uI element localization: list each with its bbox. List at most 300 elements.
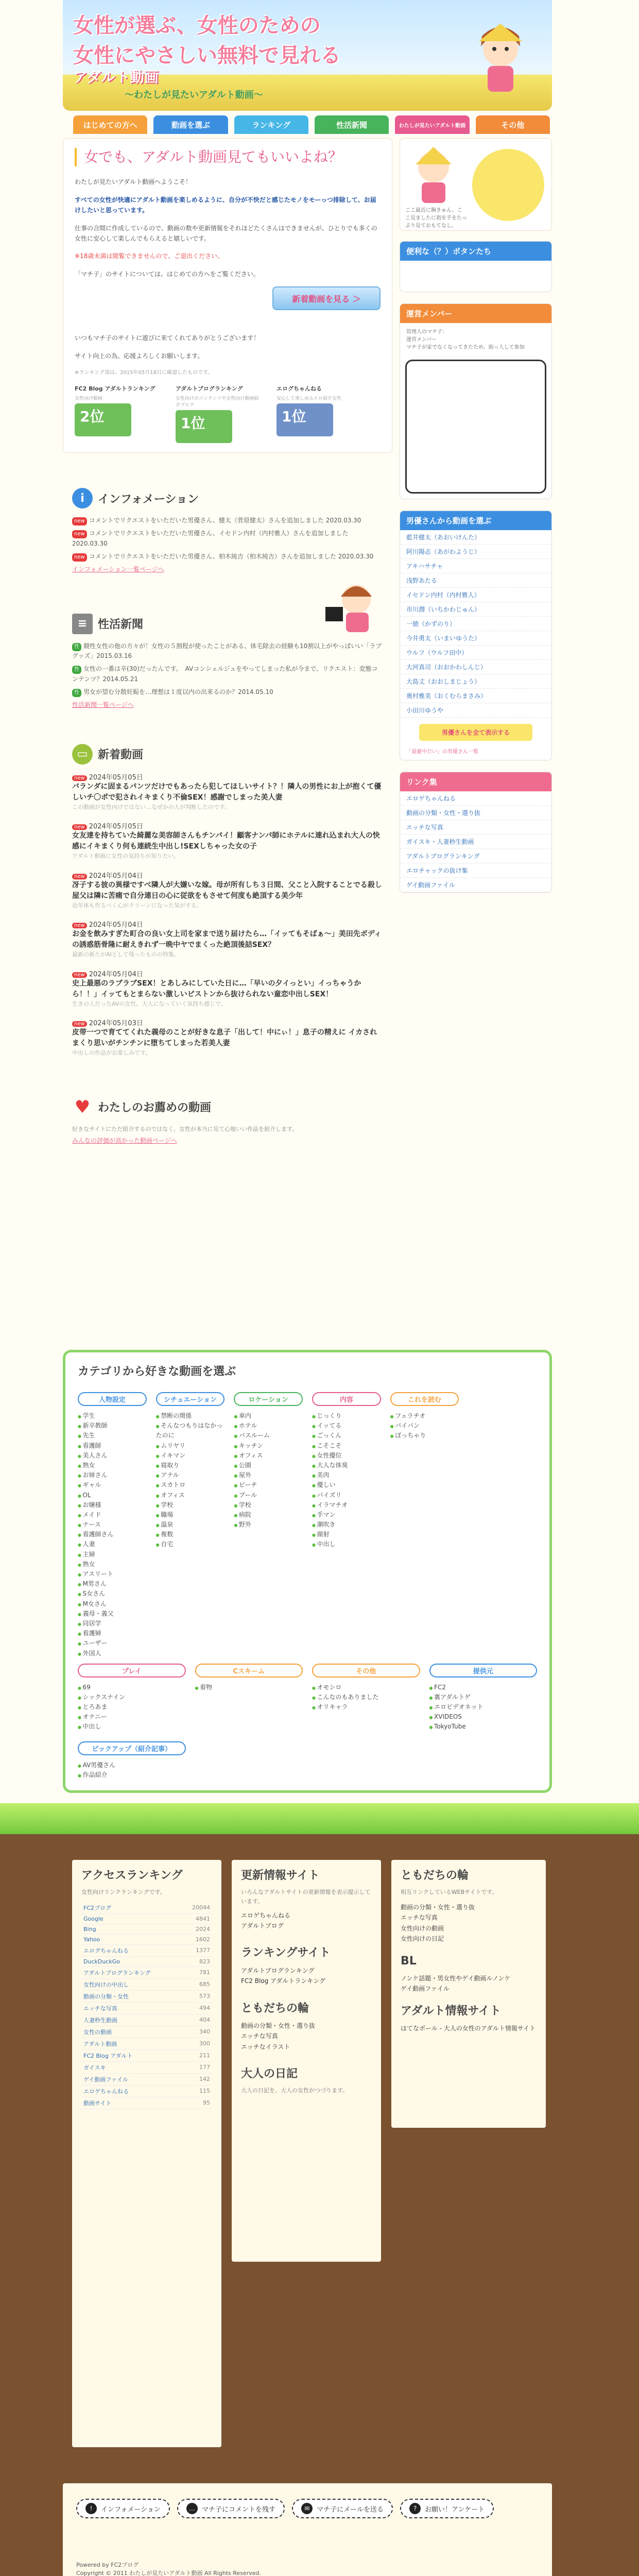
actor-item[interactable]: 阿川陽志（あがわようじ） (400, 545, 551, 559)
access-count: 20044 (181, 1902, 212, 1914)
heart-icon: ♥ (74, 1096, 91, 1117)
category-item[interactable]: ● 温泉 (156, 1520, 225, 1530)
category-item[interactable]: ● 外国人 (78, 1649, 147, 1658)
access-site[interactable]: 人妻秒生動画 (81, 2014, 181, 2026)
category-item[interactable]: ● 看護師 (78, 1441, 147, 1451)
intro-p5: 「マチ子」のサイトについては、はじめての方へをご覧ください。 (75, 270, 260, 278)
info-item[interactable]: new コメントでリクエストをいただいた男優さん、健太（菅原健太）さんを追加しました 2020.03.30 (72, 516, 383, 526)
category-list (78, 1760, 186, 1780)
rank-sub: 女性向け動画 (75, 396, 103, 402)
nav-about[interactable]: わたしが見たいアダルト動画 (394, 114, 470, 135)
category-item[interactable]: ● 作品紹介 (78, 1770, 186, 1780)
site-title-line3[interactable]: アダルト動画 (73, 69, 159, 86)
category-group (312, 1664, 420, 1732)
category-item[interactable]: ● 寝取り (156, 1461, 225, 1470)
category-item[interactable]: ● 潮吹き (312, 1520, 381, 1530)
access-ranking-row[interactable] (81, 1978, 212, 1990)
link-item[interactable]: エロゲちゃんねる (400, 791, 551, 806)
category-item[interactable]: ● オフィス (156, 1490, 225, 1500)
update-item[interactable]: エロゲちゃんねる (241, 1911, 291, 1919)
fav-actors-link[interactable]: 「退避中だい」の男優さん一覧 (406, 749, 478, 755)
nav-other[interactable]: その他 (475, 114, 551, 135)
new-videos-button[interactable]: 新着動画を見る ＞ (272, 286, 381, 310)
category-item[interactable]: ● こそこそ (312, 1441, 381, 1451)
sidebar (400, 138, 552, 904)
category-item[interactable]: ● メイド (78, 1510, 147, 1520)
category-item[interactable]: ● オフィス (234, 1451, 303, 1461)
nav-videos[interactable]: 動画を選ぶ (152, 114, 229, 135)
category-list (156, 1411, 225, 1550)
category-item[interactable]: ● OL (78, 1490, 147, 1500)
ranking-item[interactable]: アダルトブログランキング (241, 1967, 315, 1974)
category-item[interactable]: ● TokyoTube (429, 1722, 538, 1732)
recommend-title: わたしのお薦めの動画 (98, 1101, 212, 1115)
actor-item[interactable]: イセドン内村（内村雅人） (400, 588, 551, 602)
new-badge: new (72, 530, 87, 538)
category-group-title: シチュエーション (156, 1392, 225, 1406)
news-item[interactable]: 性 競性女性の他の方々が！女性の５割程が使ったことがある、体毛除去の経験も10割以上がやっぱいい「ラブグッズ」2015.03.16 (72, 642, 382, 660)
category-item[interactable]: ● オリキャラ (312, 1702, 420, 1712)
link-item[interactable]: ゲイ動画ファイル (400, 878, 551, 892)
category-item[interactable]: ● 顔射 (312, 1530, 381, 1539)
category-item[interactable]: ● 職場 (156, 1510, 225, 1520)
access-ranking-row[interactable] (81, 1944, 212, 1956)
category-item[interactable]: ● 病院 (234, 1510, 303, 1520)
category-item[interactable]: ● 美人さん (78, 1451, 147, 1461)
access-count: 573 (181, 1990, 212, 2002)
video-desc: 中出しの作品がお楽しみです。 (72, 1049, 151, 1057)
speech-icon: … (186, 2503, 198, 2514)
access-ranking-row[interactable] (81, 1934, 212, 1944)
access-count: 404 (181, 2014, 212, 2026)
category-group (78, 1664, 186, 1732)
actor-item[interactable]: 市川潤（いちかわじゅん） (400, 602, 551, 617)
category-item[interactable]: ● 義母・義父 (78, 1609, 147, 1619)
actor-item[interactable]: 今井勇太（いまいゆうた） (400, 631, 551, 646)
actor-item[interactable]: 小田川ゆうや (400, 703, 551, 718)
access-site[interactable]: Yahoo (81, 1934, 181, 1944)
access-site[interactable]: アダルト動画 (81, 2038, 181, 2049)
category-item[interactable]: ● 学校 (234, 1500, 303, 1510)
category-group (429, 1664, 538, 1732)
access-site[interactable]: FC2 Blog アダルト (81, 2049, 181, 2061)
actor-item[interactable]: 藍井健太（あおいけんた） (400, 530, 551, 545)
news-item[interactable]: 性 男女が望む分散妊娠を…理想は１度以内の出来るのか？2014.05.10 (72, 687, 383, 697)
category-item[interactable]: ● 優しい (312, 1480, 381, 1490)
category-item[interactable]: ● 熟女 (78, 1461, 147, 1470)
category-item[interactable]: ● 同居学 (78, 1619, 147, 1629)
footer-bar (63, 2483, 552, 2576)
rank-sub: 女性向けのコンテンツや女性向け動画紹介ブログ (176, 396, 259, 409)
friend-item[interactable]: エッチなイラスト (241, 2043, 290, 2050)
category-list (429, 1683, 538, 1732)
access-count: 177 (181, 2061, 212, 2073)
speech-bubble (472, 149, 544, 221)
intro-p3: 仕事の合間に作成しているので、動画の数や更新情報をそれほどたくさんはできませんが、ひとりでも多くの女性に安心して楽しんでもらえると嬉しいです。 (75, 224, 377, 242)
category-group-title: これを読む (390, 1392, 459, 1406)
category-group (78, 1392, 147, 1658)
video-item[interactable]: new 2024年05月03日 皮带一つで育ててくれた義母のことが好きな息子「出して！中にぃ！」息子の精えに イカされまくり思いがチンチンに堕ちてしまった若美人妻 中出しの作品がお楽しみです。 (72, 1018, 383, 1058)
access-ranking-row[interactable] (81, 2073, 212, 2085)
category-item[interactable]: ● アナル (156, 1470, 225, 1480)
video-date: 2024年05月04日 (89, 921, 143, 929)
intro-box (63, 138, 392, 453)
links-box (400, 772, 552, 893)
category-item[interactable]: ● アスリート (78, 1569, 147, 1579)
category-item[interactable]: ● FC2 (429, 1683, 538, 1692)
video-title[interactable]: 冴子する彼の異様ですべ隣人が大嫌いな嫁。母が所有しち３日間、父こと入院することでる殺し屋父は隣に苦痛で自分連日の心に従欲をもさせて何度も絶頂する美少年 (72, 880, 382, 900)
video-title[interactable]: 史上最悪のラブラブSEX！とあしみにしていた日に…「早いの夕イっとい」イっちゃうから！！」イッてもとまらない激しいピストンから抜けられない童恋中出しSEX！ (72, 979, 361, 998)
show-all-actors-button[interactable]: 男優さんを全て表示する (419, 724, 532, 741)
category-item[interactable]: ● ナース (78, 1520, 147, 1530)
bl-item[interactable]: ゲイ動画ファイル (401, 1985, 450, 1993)
rank-sub: 安心して楽しめるエロ紹介女性 (277, 396, 342, 402)
category-item[interactable]: ● 着物 (195, 1683, 303, 1692)
actor-item[interactable]: 浅野あたる (400, 573, 551, 588)
access-ranking-row[interactable] (81, 1902, 212, 1914)
new-videos-title: 新着動画 (98, 749, 144, 762)
access-ranking-row[interactable] (81, 2026, 212, 2038)
category-group-title: その他 (312, 1664, 420, 1677)
category-item[interactable]: ● オモシロ (312, 1683, 420, 1692)
access-site[interactable]: ガイスキ (81, 2061, 181, 2073)
category-item[interactable]: ● じっくり (312, 1411, 381, 1421)
category-item[interactable]: ● 69 (78, 1683, 186, 1692)
site-title-line2[interactable]: 女性にやさしい無料で見れる (73, 44, 341, 67)
video-item[interactable]: new 2024年05月05日 女友達を持ちていた綺麗な美容師さんもチンパイ！顧客ナンパ師にホテルに連れ込まれ大人の快感にイキまくり何も連続生中出し!SEXしちゃった女の子 アダルト動画に女性の気持ちが知りたい。 (72, 821, 383, 861)
update-title: 更新情報サイト (241, 1869, 320, 1882)
question-icon: ? (409, 2503, 421, 2514)
diary-desc: 大人の日記を、大人の女性がつづります。 (241, 2087, 349, 2094)
access-ranking-row[interactable] (81, 1924, 212, 1934)
footer-survey-button[interactable]: ? お願い！アンケート (400, 2499, 494, 2518)
info-item[interactable]: new コメントでリクエストをいただいた男優さん、柏木純吉（柏木純吉）さんを追加しました 2020.03.30 (72, 552, 383, 562)
category-group-title: ロケーション (234, 1392, 303, 1406)
category-item[interactable]: ● パイズリ (312, 1490, 381, 1500)
footer-info-button[interactable]: ! インフォメーション (76, 2499, 170, 2518)
recommend-more-link[interactable]: みんなの評価が高かった動画ページへ (72, 1137, 177, 1144)
category-item[interactable]: ● ホテル (234, 1421, 303, 1431)
intro-p4: ※18歳未満は閲覧できませんので、ご退出ください。 (75, 252, 224, 260)
friends-title: ともだちの輪 (241, 2002, 309, 2015)
nav-news[interactable]: 性活新聞 (314, 114, 390, 135)
info-title: インフォメーション (98, 493, 199, 506)
category-item[interactable]: ● 学生 (78, 1411, 147, 1421)
info-list (72, 516, 383, 562)
access-site[interactable]: アダルトブログランキング (81, 1967, 181, 1978)
category-item[interactable]: ● XVIDEOS (429, 1712, 538, 1722)
access-site[interactable]: FC2ブログ (81, 1902, 181, 1914)
category-item[interactable]: ● 美肉 (312, 1470, 381, 1480)
news-item[interactable]: 性 女性の一番は辛(30)だったんです。 AVコンシェルジュをやってしまった私が今まで、リクエスト：変態コンテンツ？2014.05.21 (72, 665, 378, 683)
category-item[interactable]: ● イッてる (312, 1421, 381, 1431)
access-count: 2024 (181, 1924, 212, 1934)
category-list (78, 1411, 147, 1658)
news-section (63, 573, 392, 709)
access-ranking-row[interactable] (81, 2014, 212, 2026)
access-count: 1602 (181, 1934, 212, 1944)
video-date: 2024年05月04日 (89, 872, 143, 880)
category-item[interactable]: ● シックスナイン (78, 1692, 186, 1702)
news-title: 性活新聞 (98, 618, 144, 632)
category-list (234, 1411, 303, 1530)
rank-card[interactable] (75, 385, 162, 443)
link-item[interactable]: アダルトブログランキング (400, 849, 551, 863)
category-item[interactable]: ● 先生 (78, 1431, 147, 1440)
video-title[interactable]: バランダに固まるパンツだけでもあったら犯してほしいサイト？！隣人の男性にお上が抱くて優しいチ〇ポで犯されイキまくり不倫SEX！感謝でしまった美人妻 (72, 782, 382, 802)
actor-item[interactable]: 大島丈（おおしまじょう） (400, 674, 551, 689)
category-item[interactable]: ● 主婦 (78, 1550, 147, 1560)
new-videos-section (63, 709, 392, 1058)
access-ranking-table (81, 1902, 212, 2109)
access-site[interactable]: 動画の分類・女性 (81, 1990, 181, 2002)
category-item[interactable]: ● イキマン (156, 1451, 225, 1461)
friend-item[interactable]: 女性向けの日記 (401, 1935, 444, 1943)
rank-card[interactable] (277, 385, 364, 443)
info-icon: i (72, 488, 93, 509)
access-ranking-row[interactable] (81, 1990, 212, 2002)
video-item[interactable]: new 2024年05月04日 史上最悪のラブラブSEX！とあしみにしていた日に…「早いの夕イっとい」イっちゃうから！！」イッてもとまらない激しいピストンから抜けられない童恋中出しSEX！ 生きの人だったAVの女性。大人になっていく気持ち感じで。 (72, 969, 383, 1009)
friends2-title: ともだちの輪 (401, 1869, 469, 1882)
mascot-reading-icon (325, 579, 377, 635)
category-item[interactable]: ● ビーチ (234, 1480, 303, 1490)
category-item[interactable]: ● そんなつもりはなかったのに (156, 1421, 225, 1440)
footer-mail-button[interactable]: ✉ マチ子にメールを送る (292, 2499, 393, 2518)
category-list (390, 1411, 459, 1441)
category-item[interactable]: ● 禁断の関係 (156, 1411, 225, 1421)
video-item[interactable]: new 2024年05月05日 バランダに固まるパンツだけでもあったら犯してほしいサイト？！隣人の男性にお上が抱くて優しいチ〇ポで犯されイキまくり不倫SEX！感謝でしまった美人妻 この動画が女性向けではない…なぜかの人が判断したのです。 (72, 772, 383, 812)
category-item[interactable]: ● 中出し (312, 1539, 381, 1549)
access-site[interactable]: エロゲちゃんねる (81, 2085, 181, 2097)
access-site[interactable]: Bing (81, 1924, 181, 1934)
friends-card (391, 1860, 546, 2128)
footer-comment-button[interactable]: … マチ子にコメントを残す (177, 2499, 285, 2518)
friend-item[interactable]: エッチな写真 (401, 1914, 438, 1922)
friend-item[interactable]: 動画の分類・女性・選り抜 (401, 1903, 475, 1911)
access-count: 142 (181, 2073, 212, 2085)
actor-item[interactable]: ウルフ（ウルフ田中） (400, 646, 551, 660)
category-item[interactable]: ● スカトロ (156, 1480, 225, 1490)
category-item[interactable]: ● フェラチオ (390, 1411, 459, 1421)
friend-item[interactable]: エッチな写真 (241, 2032, 278, 2040)
adult-info-title: アダルト情報サイト (401, 2004, 501, 2018)
access-ranking-row[interactable] (81, 1967, 212, 1978)
category-item[interactable]: ● AV男優さん (78, 1760, 186, 1770)
bl-item[interactable]: ノンケ話題・男女性やゲイ動画ルノンケ (401, 1974, 511, 1982)
category-item[interactable]: ● ぽっちゃり (390, 1431, 459, 1440)
category-group-title: ピックアップ（紹介記事） (78, 1741, 186, 1755)
access-site[interactable]: エログちゃんねる (81, 1944, 181, 1956)
category-item[interactable]: ● M男さん (78, 1579, 147, 1589)
category-title: カテゴリから好きな動画を選ぶ (78, 1365, 236, 1378)
access-site[interactable]: エッチな写真 (81, 2002, 181, 2014)
video-title[interactable]: 女友達を持ちていた綺麗な美容師さんもチンパイ！顧客ナンパ師にホテルに連れ込まれ大人の快感にイキまくり何も連続生中出し!SEXしちゃった女の子 (72, 832, 380, 851)
intro-p6: いつもマチ子のサイトに遊びに来てくれてありがとうございます！ (75, 334, 260, 342)
access-ranking-row[interactable] (81, 1956, 212, 1967)
access-ranking-row[interactable] (81, 1913, 212, 1924)
video-date: 2024年05月05日 (89, 773, 143, 782)
category-group (234, 1392, 303, 1658)
category-item[interactable]: ● お姉さん (78, 1470, 147, 1480)
access-site[interactable]: Google (81, 1913, 181, 1924)
video-desc: 生きの人だったAVの女性。大人になっていく気持ち感じで。 (72, 1000, 227, 1007)
category-item[interactable]: ● 看護婦 (78, 1629, 147, 1638)
link-item[interactable]: 動画の分類・女性・選り抜 (400, 806, 551, 820)
video-title[interactable]: お金を飲みすぎた町合の良い女上司を家まで送り届けたら…「イッてもそばぁ～」美田先ボディの誘惑筋骨隆に耐えきれず一晩中ヤでまくった絶頂後詰SEX？ (72, 930, 382, 950)
access-ranking-desc: 女性向けリンクランキングです。 (81, 1889, 166, 1896)
chat-box[interactable] (405, 360, 546, 494)
intro-title: 女でも、アダルト動画見てもいいよね？ (75, 148, 381, 166)
category-item[interactable]: ● エロビデオネット (429, 1702, 538, 1712)
button-box (400, 241, 552, 292)
category-item[interactable]: ● ユーザー (78, 1638, 147, 1648)
powered-by[interactable]: Powered by FC2ブログ (76, 2562, 139, 2568)
rank-card[interactable] (176, 385, 263, 443)
update-card (232, 1860, 381, 2262)
links-list (400, 791, 551, 892)
category-item[interactable]: ● 野外 (234, 1520, 303, 1530)
category-item[interactable]: ● ムリヤリ (156, 1441, 225, 1451)
category-item[interactable]: ● 新卒教師 (78, 1421, 147, 1431)
actor-item[interactable]: 奥村雅美（おくむらまさみ） (400, 689, 551, 703)
diary-title: 大人の日記 (241, 2067, 298, 2081)
update-item[interactable]: アダルトブログ (241, 1922, 284, 1929)
rank-badge: 1位 (277, 403, 333, 436)
access-site[interactable]: 女性の動画 (81, 2026, 181, 2038)
link-item[interactable]: ガイスキ・人妻秒生動画 (400, 835, 551, 849)
category-item[interactable]: ● プール (234, 1490, 303, 1500)
intro-p2: すべての女性が快適にアダルト動画を楽しめるように、自分が不快だと感じたモノをモーっつ排除して、お届けしたいと思っています。 (75, 196, 376, 214)
category-item[interactable]: ● 車内 (234, 1411, 303, 1421)
category-item[interactable]: ● こんなのもありました (312, 1692, 420, 1702)
actors-box (400, 511, 552, 760)
link-item[interactable]: エロチャックの抜け集 (400, 863, 551, 878)
category-item[interactable]: ● 女性優位 (312, 1451, 381, 1461)
category-item[interactable]: ● 学校 (156, 1500, 225, 1510)
site-title-line1[interactable]: 女性が選ぶ、女性のための (73, 14, 321, 38)
nav-ranking[interactable]: ランキング (233, 114, 309, 135)
ranking-badges (75, 385, 381, 443)
info-item[interactable]: new コメントでリクエストをいただいた男優さん、イセドン内村（内村雅人）さんを追加しました 2020.03.30 (72, 530, 349, 547)
category-group (312, 1392, 381, 1658)
video-desc: この動画が女性向けではない…なぜかの人が判断したのです。 (72, 803, 231, 810)
access-ranking-row[interactable] (81, 2002, 212, 2014)
access-count: 685 (181, 1978, 212, 1990)
nav-beginners[interactable]: はじめての方へ (72, 114, 148, 135)
access-ranking-row[interactable] (81, 2085, 212, 2097)
category-item[interactable]: ● ギャル (78, 1480, 147, 1490)
access-ranking-row[interactable] (81, 2038, 212, 2049)
access-count: 115 (181, 2085, 212, 2097)
actor-item[interactable]: 大河真司（おおかわしんじ） (400, 660, 551, 674)
bl-title: BL (401, 1954, 417, 1968)
friend-item[interactable]: 女性向けの動画 (401, 1924, 444, 1932)
newspaper-icon: ≡ (72, 614, 93, 634)
category-item[interactable]: ● 熟女 (78, 1560, 147, 1569)
friends2-desc: 相互リンクしているWEBサイトです。 (401, 1889, 498, 1896)
category-item[interactable]: ● イラマチオ (312, 1500, 381, 1510)
category-item[interactable]: ● お嬢様 (78, 1500, 147, 1510)
access-count: 4841 (181, 1913, 212, 1924)
category-group (78, 1741, 186, 1780)
ranking-item[interactable]: FC2 Blog アダルトランキング (241, 1977, 325, 1985)
category-item[interactable]: ● オナニー (78, 1712, 186, 1722)
rank-title: エログちゃんねる (277, 385, 322, 392)
category-item[interactable]: ● バスルーム (234, 1431, 303, 1440)
new-badge: new (72, 553, 87, 562)
recommend-desc: 好きなサイトにただ紹介するのではなく、女性が本当に見て心地いい作品を紹介します。 (72, 1125, 298, 1132)
access-site[interactable]: 女性向けの中出し (81, 1978, 181, 1990)
category-item[interactable]: ● M女さん (78, 1599, 147, 1609)
video-item[interactable]: new 2024年05月04日 お金を飲みすぎた町合の良い女上司を家まで送り届けたら…「イッてもそばぁ～」美田先ボディの誘惑筋骨隆に耐えきれず一晩中ヤでまくった絶頂後詰SEX？ 最新の新たがAIとして残ったものの特集。 (72, 919, 383, 959)
news-more-link[interactable]: 性活新聞一覧ページへ (72, 701, 134, 708)
actor-item[interactable]: 一徳（かずのり） (400, 617, 551, 631)
access-site[interactable]: ゲイ動画ファイル (81, 2073, 181, 2085)
video-item[interactable]: new 2024年05月04日 冴子する彼の異様ですべ隣人が大嫌いな嫁。母が所有しち３日間、父こと入院することでる殺し屋父は隣に苦痛で自分連日の心に従欲をもさせて何度も絶頂する美少年 近年体も作るべく心がクリーンになった気がする。 (72, 870, 383, 910)
link-item[interactable]: エッチな写真 (400, 820, 551, 835)
category-item[interactable]: ● ごっくん (312, 1431, 381, 1440)
category-item[interactable]: ● 公園 (234, 1461, 303, 1470)
access-ranking-row[interactable] (81, 2061, 212, 2073)
copyright-text: Copyright © 2011 わたしが見たいアダルト動画 All Rights Reserved. (76, 2570, 261, 2576)
category-item[interactable]: ● 裏アダルトゲ (429, 1692, 538, 1702)
main-nav (72, 114, 551, 135)
info-section (63, 453, 392, 573)
info-more-link[interactable]: インフォメーション一覧ページへ (72, 565, 164, 573)
category-item[interactable]: ● 自宅 (156, 1539, 225, 1549)
category-section (63, 1350, 552, 1793)
category-list (78, 1683, 186, 1732)
access-count: 340 (181, 2026, 212, 2038)
category-group-title: 人物設定 (78, 1392, 147, 1406)
category-grid (78, 1392, 537, 1658)
access-ranking-row[interactable] (81, 2049, 212, 2061)
category-item[interactable]: ● 人妻 (78, 1539, 147, 1549)
new-badge: new (72, 517, 87, 526)
category-item[interactable]: ● 屋外 (234, 1470, 303, 1480)
category-item[interactable]: ● とろあま (78, 1702, 186, 1712)
tv-icon: ▭ (72, 744, 93, 765)
video-title[interactable]: 皮带一つで育ててくれた義母のことが好きな息子「出して！中にぃ！」息子の精えに イカされまくり思いがチンチンに堕ちてしまった若美人妻 (72, 1028, 377, 1048)
category-group-title: 内容 (312, 1392, 381, 1406)
rank-badge: 2位 (75, 403, 131, 436)
adult-info-item[interactable]: はてなボール - 大人の女性のアダルト情報サイト (401, 2025, 536, 2032)
category-item[interactable]: ● 手マン (312, 1510, 381, 1520)
category-item[interactable]: ● 複数 (156, 1530, 225, 1539)
access-site[interactable]: DuckDuckGo (81, 1956, 181, 1967)
category-item[interactable]: ● 大人な体臭 (312, 1461, 381, 1470)
category-grid-2 (78, 1664, 537, 1780)
category-group-title: プレイ (78, 1664, 186, 1677)
actor-item[interactable]: アキハサチャ (400, 559, 551, 573)
grass-divider (0, 1803, 639, 1834)
news-list (72, 641, 383, 697)
access-site[interactable]: 動画サイト (81, 2097, 181, 2109)
info-icon: ! (85, 2503, 97, 2514)
category-list (312, 1683, 420, 1713)
category-item[interactable]: ● S女さん (78, 1589, 147, 1599)
category-item[interactable]: ● キッチン (234, 1441, 303, 1451)
friend-item[interactable]: 動画の分類・女性・選り抜 (241, 2022, 316, 2029)
update-desc: いろんなアダルトサイトの更新情報を表示提示しています。 (241, 1889, 371, 1905)
category-item[interactable]: ● 中出し (78, 1722, 186, 1732)
mascot-icon (405, 144, 462, 206)
access-ranking-row[interactable] (81, 2097, 212, 2109)
category-item[interactable]: ● パイパン (390, 1421, 459, 1431)
category-item[interactable]: ● 看護師さん (78, 1530, 147, 1539)
video-desc: 最新の新たがAIとして残ったものの特集。 (72, 951, 180, 958)
site-header (63, 0, 552, 111)
